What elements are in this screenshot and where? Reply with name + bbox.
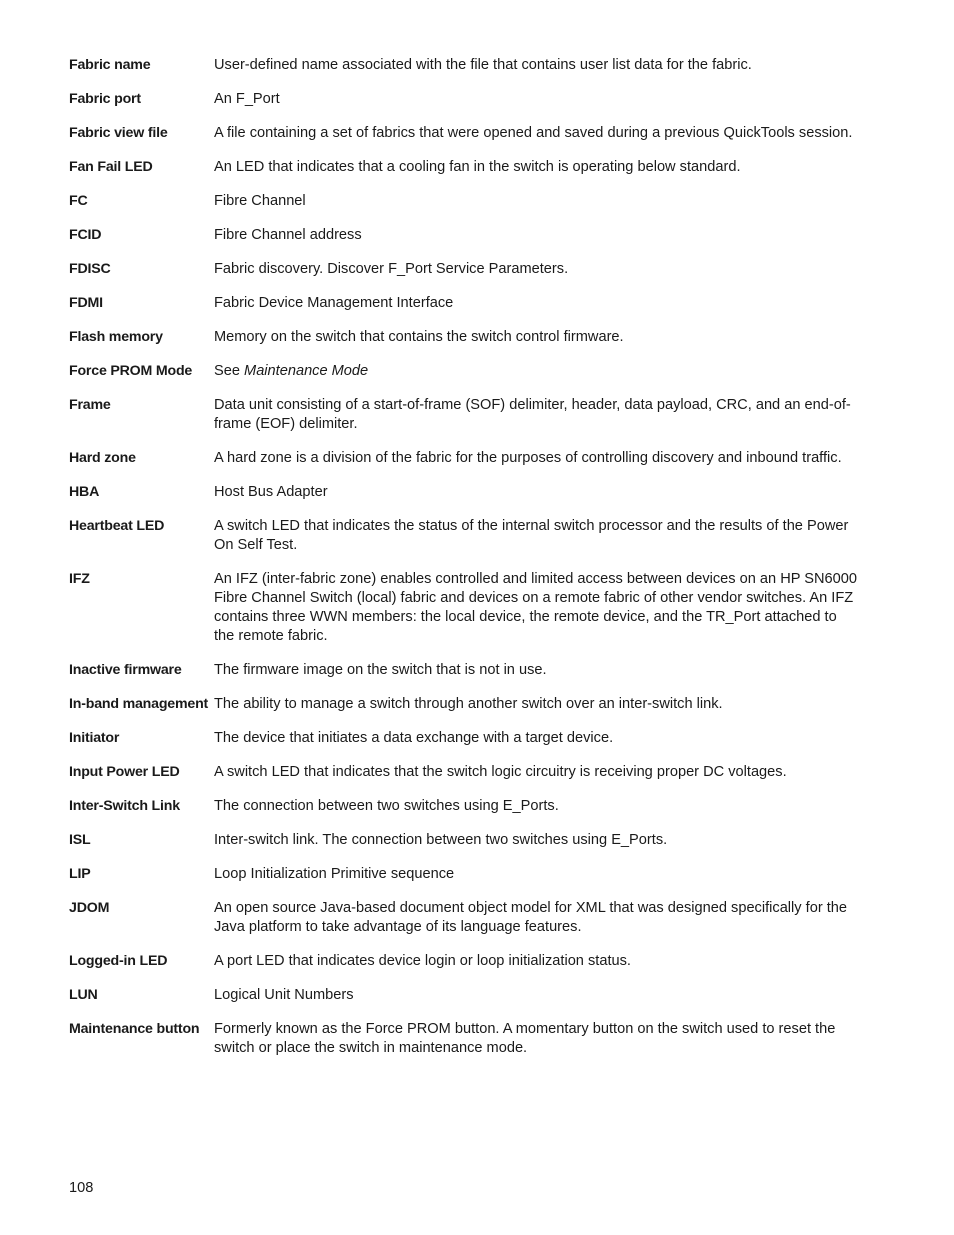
glossary-entry [69,483,859,502]
glossary-definition: An F_Port [214,91,280,107]
glossary-term: Flash memory [69,329,163,345]
glossary-term: ISL [69,832,91,848]
glossary-definition: The connection between two switches using E_Ports. [214,798,559,814]
glossary-term: FDISC [69,261,111,277]
glossary-term: Inactive firmware [69,662,182,678]
glossary-entry [69,661,859,680]
glossary-entry [69,729,859,748]
glossary-entry [69,831,859,850]
glossary-definition: Data unit consisting of a start-of-frame (SOF) delimiter, header, data payload, CRC, and an end-of-frame (EOF) delimiter. [214,397,851,432]
glossary-entry [69,570,859,646]
glossary-definition: User-defined name associated with the file that contains user list data for the fabric. [214,57,752,73]
glossary-definition: Fibre Channel address [214,227,362,243]
glossary-term: HBA [69,484,100,500]
glossary-entry [69,260,859,279]
glossary-term: IFZ [69,571,90,587]
glossary-definition: Memory on the switch that contains the switch control firmware. [214,329,624,345]
glossary-entry [69,192,859,211]
glossary-entry [69,952,859,971]
glossary-definition: The device that initiates a data exchange with a target device. [214,730,614,746]
glossary-entry [69,294,859,313]
glossary-term: JDOM [69,900,110,916]
glossary-entry [69,517,859,555]
glossary-term: Hard zone [69,450,136,466]
glossary-definition: Formerly known as the Force PROM button. A momentary button on the switch used to reset the switch or place the switch in maintenance mode. [214,1021,836,1056]
glossary-term: Heartbeat LED [69,518,165,534]
glossary-entry [69,328,859,347]
glossary-definition: The ability to manage a switch through another switch over an inter-switch link. [214,696,723,712]
glossary-entry [69,56,859,75]
glossary-term: Fabric view file [69,125,168,141]
glossary-list [69,56,859,1073]
glossary-entry [69,865,859,884]
glossary-definition: Fibre Channel [214,193,306,209]
glossary-term: Inter-Switch Link [69,798,180,814]
glossary-definition: A file containing a set of fabrics that were opened and saved during a previous QuickTools session. [214,125,853,141]
glossary-term: FDMI [69,295,103,311]
glossary-term: Input Power LED [69,764,180,780]
glossary-term: Logged-in LED [69,953,168,969]
glossary-definition: A port LED that indicates device login or loop initialization status. [214,953,631,969]
glossary-definition: An open source Java-based document object model for XML that was designed specifically for the Java platform to take advantage of its language features. [214,900,848,935]
glossary-entry [69,90,859,109]
glossary-term: In-band management [69,696,209,712]
glossary-term: Fabric port [69,91,141,107]
glossary-definition [214,362,859,381]
glossary-definition: Inter-switch link. The connection between two switches using E_Ports. [214,832,668,848]
glossary-definition: A switch LED that indicates that the switch logic circuitry is receiving proper DC voltages. [214,764,787,780]
glossary-term: Fan Fail LED [69,159,153,175]
glossary-term: LIP [69,866,91,882]
glossary-entry [69,124,859,143]
glossary-definition: Host Bus Adapter [214,484,328,500]
glossary-entry [69,1020,859,1058]
glossary-definition: A hard zone is a division of the fabric for the purposes of controlling discovery and inbound traffic. [214,450,842,466]
glossary-term: Force PROM Mode [69,363,193,379]
glossary-definition: An IFZ (inter-fabric zone) enables controlled and limited access between devices on an HP SN6000 Fibre Channel Switch (local) fabric and devices on a remote fabric of other vendor switches. An IFZ contains three WWN members: the local device, the remote device, and the TR_Port attached to the remote fabric. [214,571,858,644]
glossary-entry [69,695,859,714]
glossary-definition: A switch LED that indicates the status of the internal switch processor and the results of the Power On Self Test. [214,518,849,553]
glossary-term: Frame [69,397,111,413]
definition-text: See [214,363,245,379]
glossary-definition: An LED that indicates that a cooling fan in the switch is operating below standard. [214,159,741,175]
glossary-definition: Fabric discovery. Discover F_Port Service Parameters. [214,261,569,277]
glossary-term: Maintenance button [69,1021,200,1037]
page-number: 108 [69,1180,94,1196]
glossary-definition: Loop Initialization Primitive sequence [214,866,455,882]
glossary-definition: The firmware image on the switch that is not in use. [214,662,547,678]
glossary-definition: Logical Unit Numbers [214,987,354,1003]
glossary-definition: Fabric Device Management Interface [214,295,454,311]
glossary-term: Fabric name [69,57,151,73]
glossary-entry [69,362,859,381]
glossary-entry [69,396,859,434]
glossary-term: Initiator [69,730,120,746]
glossary-term: FC [69,193,88,209]
glossary-entry [69,449,859,468]
glossary-entry [69,226,859,245]
glossary-entry [69,986,859,1005]
glossary-entry [69,763,859,782]
glossary-entry [69,797,859,816]
glossary-term: FCID [69,227,102,243]
glossary-entry [69,899,859,937]
cross-reference: Maintenance Mode [244,363,369,379]
glossary-entry [69,158,859,177]
glossary-term: LUN [69,987,98,1003]
